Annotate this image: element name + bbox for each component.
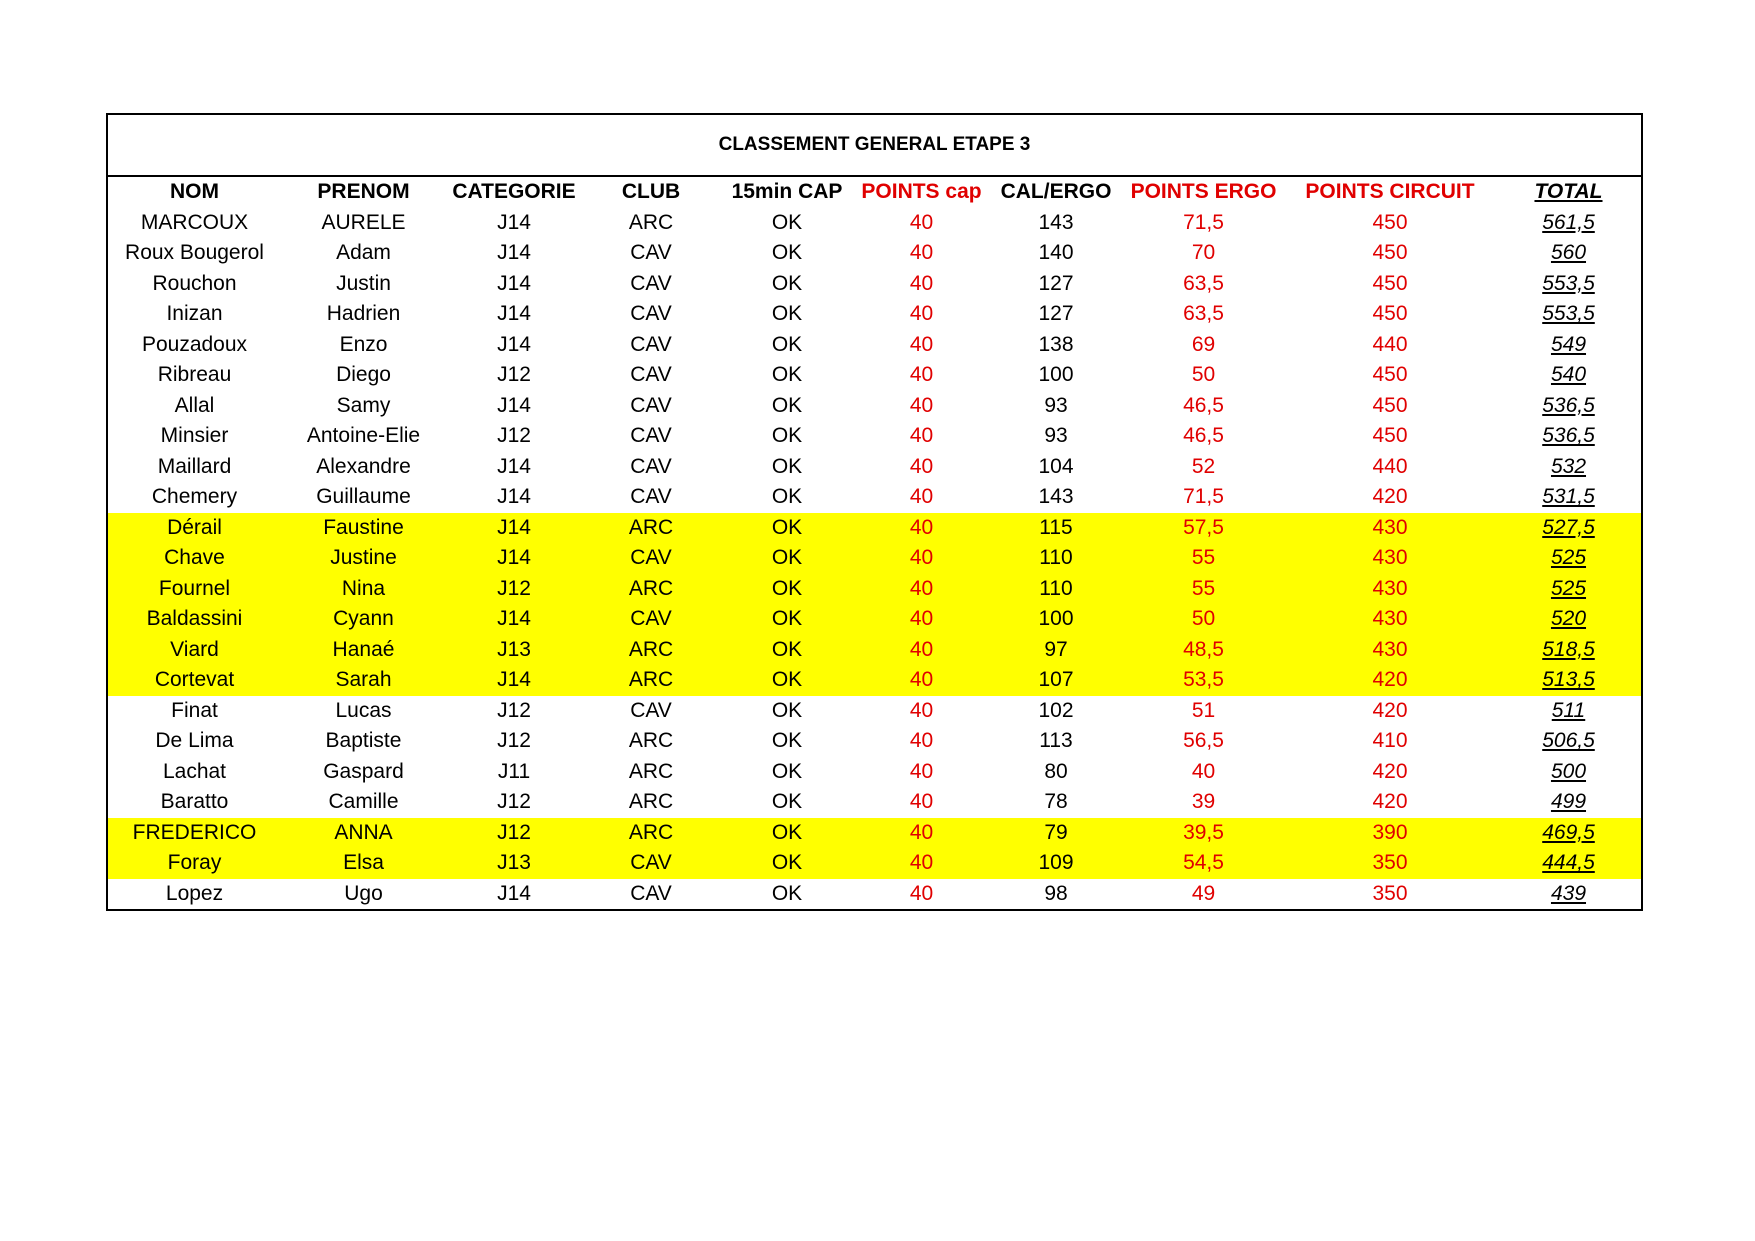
cell-cap: OK	[720, 513, 854, 544]
header-row	[108, 177, 1641, 208]
table-row	[108, 299, 1641, 330]
cell-total: 444,5	[1496, 848, 1641, 879]
cell-cal-ergo: 102	[1038, 698, 1074, 722]
cell-points-cap: 40	[909, 759, 934, 783]
cell-club: CAV	[630, 302, 672, 326]
cell-cal-ergo: 78	[1044, 790, 1068, 814]
cell-prenom: Camille	[328, 790, 399, 814]
table-row	[108, 726, 1641, 757]
cell-cap: OK	[771, 302, 803, 326]
cell-points-ergo: 69	[1191, 332, 1216, 356]
cell-prenom: Faustine	[281, 513, 446, 544]
cell-cal-ergo: 98	[1044, 881, 1068, 905]
cell-points-cap: 40	[854, 574, 989, 605]
cell-nom: Lachat	[162, 759, 227, 783]
cell-club: CAV	[630, 393, 672, 417]
cell-total: 525	[1496, 574, 1641, 605]
cell-points-circuit: 450	[1372, 302, 1408, 326]
cell-prenom: Elsa	[281, 848, 446, 879]
cell-club: ARC	[582, 635, 720, 666]
cell-points-ergo: 56,5	[1183, 729, 1224, 753]
cell-club: CAV	[630, 363, 672, 387]
cell-prenom: Enzo	[339, 332, 388, 356]
cell-categorie: J14	[446, 513, 582, 544]
cell-points-ergo: 63,5	[1183, 271, 1224, 295]
cell-total: 553,5	[1542, 271, 1595, 295]
cell-cal-ergo: 104	[1038, 454, 1074, 478]
table-body	[108, 208, 1641, 910]
cell-cap: OK	[720, 848, 854, 879]
cell-club: ARC	[582, 513, 720, 544]
cell-points-ergo: 46,5	[1183, 424, 1224, 448]
table-row	[108, 665, 1641, 696]
cell-points-circuit: 440	[1372, 332, 1408, 356]
cell-total: 518,5	[1496, 635, 1641, 666]
cell-points-circuit: 420	[1372, 698, 1408, 722]
cell-categorie: J14	[497, 332, 531, 356]
cell-total: 553,5	[1542, 302, 1595, 326]
cell-points-cap: 40	[909, 332, 934, 356]
cell-club: CAV	[582, 543, 720, 574]
cell-club: CAV	[630, 332, 672, 356]
cell-nom: FREDERICO	[108, 818, 281, 849]
cell-categorie: J14	[497, 241, 531, 265]
cell-points-circuit: 450	[1372, 393, 1408, 417]
cell-cap: OK	[771, 424, 803, 448]
cell-points-ergo: 57,5	[1123, 513, 1284, 544]
cell-points-cap: 40	[909, 302, 934, 326]
cell-club: ARC	[582, 818, 720, 849]
cell-points-circuit: 450	[1372, 241, 1408, 265]
cell-nom: Pouzadoux	[141, 332, 248, 356]
cell-points-cap: 40	[909, 881, 934, 905]
cell-categorie: J12	[497, 424, 531, 448]
cell-cap: OK	[771, 790, 803, 814]
cell-total: 506,5	[1542, 729, 1595, 753]
cell-points-ergo: 55	[1123, 574, 1284, 605]
cell-prenom: Hadrien	[326, 302, 401, 326]
cell-cal-ergo: 93	[1044, 393, 1068, 417]
cell-cal-ergo: 127	[1038, 271, 1074, 295]
cell-club: CAV	[630, 424, 672, 448]
cell-points-cap: 40	[909, 454, 934, 478]
ranking-table	[108, 177, 1641, 909]
cell-total: 525	[1496, 543, 1641, 574]
cell-points-cap: 40	[854, 818, 989, 849]
cell-points-ergo: 63,5	[1183, 302, 1224, 326]
cell-club: CAV	[630, 698, 672, 722]
cell-total: 511	[1551, 698, 1586, 722]
cell-cap: OK	[771, 271, 803, 295]
cell-prenom: Antoine-Elie	[306, 424, 421, 448]
cell-cap: OK	[771, 881, 803, 905]
cell-points-cap: 40	[909, 485, 934, 509]
cell-points-cap: 40	[854, 543, 989, 574]
table-row	[108, 208, 1641, 239]
sheet-title: CLASSEMENT GENERAL ETAPE 3	[108, 115, 1641, 177]
cell-prenom: Guillaume	[316, 485, 411, 509]
cell-points-ergo: 50	[1123, 604, 1284, 635]
table-row	[108, 452, 1641, 483]
cell-points-ergo: 70	[1191, 241, 1216, 265]
cell-categorie: J14	[497, 393, 531, 417]
cell-cap: OK	[720, 665, 854, 696]
cell-total: 499	[1550, 790, 1587, 814]
cell-points-circuit: 420	[1372, 485, 1408, 509]
cell-cal-ergo: 93	[1044, 424, 1068, 448]
cell-points-cap: 40	[854, 635, 989, 666]
table-row	[108, 818, 1641, 849]
cell-categorie: J12	[446, 574, 582, 605]
cell-cal-ergo: 100	[989, 604, 1123, 635]
cell-points-circuit: 450	[1372, 363, 1408, 387]
cell-cal-ergo: 127	[1038, 302, 1074, 326]
cell-points-ergo: 39	[1191, 790, 1216, 814]
cell-categorie: J12	[497, 790, 531, 814]
cell-cap: OK	[771, 729, 803, 753]
table-row	[108, 482, 1641, 513]
cell-prenom: AURELE	[321, 210, 406, 234]
header-points-ergo: POINTS ERGO	[1130, 180, 1277, 204]
cell-cal-ergo: 107	[989, 665, 1123, 696]
cell-points-circuit: 450	[1372, 424, 1408, 448]
cell-nom: Fournel	[108, 574, 281, 605]
cell-total: 439	[1550, 881, 1587, 905]
cell-nom: Ribreau	[157, 363, 232, 387]
cell-points-cap: 40	[909, 241, 934, 265]
cell-club: ARC	[628, 729, 674, 753]
cell-nom: Dérail	[108, 513, 281, 544]
cell-cap: OK	[771, 241, 803, 265]
table-row	[108, 360, 1641, 391]
cell-nom: Chave	[108, 543, 281, 574]
cell-nom: Maillard	[157, 454, 232, 478]
cell-total: 549	[1550, 332, 1587, 356]
table-row	[108, 635, 1641, 666]
header-prenom: PRENOM	[317, 180, 410, 204]
cell-total: 531,5	[1542, 485, 1595, 509]
cell-points-ergo: 50	[1191, 363, 1216, 387]
cell-total: 469,5	[1496, 818, 1641, 849]
cell-points-circuit: 390	[1284, 818, 1496, 849]
cell-points-ergo: 55	[1123, 543, 1284, 574]
cell-cal-ergo: 100	[1038, 363, 1074, 387]
cell-total: 536,5	[1542, 393, 1595, 417]
cell-club: CAV	[630, 485, 672, 509]
cell-cap: OK	[771, 485, 803, 509]
cell-cap: OK	[771, 210, 803, 234]
cell-prenom: Lucas	[335, 698, 392, 722]
cell-categorie: J12	[446, 818, 582, 849]
cell-nom: Baldassini	[108, 604, 281, 635]
cell-club: CAV	[630, 241, 672, 265]
table-row	[108, 421, 1641, 452]
cell-points-cap: 40	[854, 848, 989, 879]
cell-nom: Roux Bougerol	[125, 241, 264, 265]
cell-club: CAV	[582, 848, 720, 879]
cell-points-ergo: 51	[1191, 698, 1216, 722]
cell-nom: Lopez	[165, 881, 224, 905]
header-club: CLUB	[621, 180, 681, 204]
table-row	[108, 330, 1641, 361]
cell-prenom: Gaspard	[323, 759, 404, 783]
cell-cap: OK	[720, 818, 854, 849]
header-cap: 15min CAP	[731, 180, 843, 204]
cell-categorie: J14	[497, 454, 531, 478]
cell-nom: Allal	[174, 393, 215, 417]
cell-points-ergo: 52	[1191, 454, 1216, 478]
table-row	[108, 391, 1641, 422]
table-row	[108, 513, 1641, 544]
cell-points-cap: 40	[909, 210, 934, 234]
table-row	[108, 604, 1641, 635]
cell-points-circuit: 420	[1284, 665, 1496, 696]
cell-prenom: Cyann	[281, 604, 446, 635]
cell-points-cap: 40	[854, 665, 989, 696]
table-row	[108, 787, 1641, 818]
cell-categorie: J12	[497, 729, 531, 753]
cell-club: ARC	[582, 665, 720, 696]
cell-cap: OK	[771, 363, 803, 387]
cell-points-circuit: 450	[1372, 271, 1408, 295]
cell-nom: Finat	[171, 698, 218, 722]
cell-prenom: Diego	[336, 363, 391, 387]
cell-nom: Viard	[108, 635, 281, 666]
cell-club: CAV	[582, 604, 720, 635]
cell-points-cap: 40	[854, 604, 989, 635]
table-row	[108, 879, 1641, 910]
cell-cap: OK	[771, 698, 803, 722]
cell-points-circuit: 420	[1372, 790, 1408, 814]
cell-nom: Baratto	[160, 790, 229, 814]
header-points-cap: POINTS cap	[861, 180, 982, 204]
cell-points-cap: 40	[909, 363, 934, 387]
cell-prenom: Hanaé	[281, 635, 446, 666]
cell-points-ergo: 46,5	[1183, 393, 1224, 417]
cell-points-ergo: 40	[1191, 759, 1216, 783]
cell-club: ARC	[628, 790, 674, 814]
cell-prenom: Justine	[281, 543, 446, 574]
cell-points-cap: 40	[909, 393, 934, 417]
cell-points-cap: 40	[909, 424, 934, 448]
cell-points-circuit: 350	[1284, 848, 1496, 879]
cell-categorie: J14	[497, 302, 531, 326]
cell-points-circuit: 410	[1372, 729, 1408, 753]
cell-points-cap: 40	[909, 729, 934, 753]
cell-points-cap: 40	[909, 698, 934, 722]
cell-prenom: Nina	[281, 574, 446, 605]
ranking-sheet	[106, 113, 1643, 911]
cell-cap: OK	[720, 604, 854, 635]
cell-categorie: J11	[497, 759, 531, 783]
cell-nom: Cortevat	[108, 665, 281, 696]
cell-points-cap: 40	[854, 513, 989, 544]
cell-club: ARC	[582, 574, 720, 605]
cell-categorie: J14	[497, 210, 531, 234]
cell-cal-ergo: 140	[1038, 241, 1074, 265]
cell-categorie: J14	[446, 665, 582, 696]
header-categorie: CATEGORIE	[452, 180, 576, 204]
cell-categorie: J14	[446, 543, 582, 574]
cell-cap: OK	[771, 759, 803, 783]
cell-points-circuit: 420	[1372, 759, 1408, 783]
cell-total: 560	[1550, 241, 1587, 265]
cell-categorie: J14	[497, 271, 531, 295]
header-points-circuit: POINTS CIRCUIT	[1305, 180, 1475, 204]
cell-total: 540	[1550, 363, 1587, 387]
cell-cap: OK	[720, 635, 854, 666]
cell-nom: De Lima	[155, 729, 234, 753]
cell-points-circuit: 440	[1372, 454, 1408, 478]
cell-cal-ergo: 110	[989, 543, 1123, 574]
cell-points-ergo: 48,5	[1123, 635, 1284, 666]
cell-cal-ergo: 97	[989, 635, 1123, 666]
cell-points-circuit: 350	[1372, 881, 1408, 905]
header-total: TOTAL	[1534, 180, 1603, 204]
cell-categorie: J14	[497, 485, 531, 509]
cell-cap: OK	[720, 574, 854, 605]
cell-points-ergo: 39,5	[1123, 818, 1284, 849]
cell-total: 532	[1550, 454, 1587, 478]
cell-points-circuit: 430	[1284, 543, 1496, 574]
cell-points-ergo: 71,5	[1183, 210, 1224, 234]
cell-cal-ergo: 109	[989, 848, 1123, 879]
cell-categorie: J13	[446, 635, 582, 666]
table-row	[108, 238, 1641, 269]
cell-cap: OK	[720, 543, 854, 574]
cell-categorie: J14	[497, 881, 531, 905]
cell-nom: Inizan	[166, 302, 223, 326]
cell-club: CAV	[630, 881, 672, 905]
cell-prenom: Ugo	[344, 881, 383, 905]
cell-cal-ergo: 79	[989, 818, 1123, 849]
cell-cal-ergo: 110	[989, 574, 1123, 605]
cell-prenom: Samy	[336, 393, 391, 417]
cell-nom: Rouchon	[152, 271, 237, 295]
cell-points-ergo: 54,5	[1123, 848, 1284, 879]
cell-cal-ergo: 143	[1038, 485, 1074, 509]
header-cal-ergo: CAL/ERGO	[1000, 180, 1112, 204]
cell-total: 561,5	[1542, 210, 1595, 234]
cell-points-cap: 40	[909, 790, 934, 814]
cell-cap: OK	[771, 332, 803, 356]
cell-nom: Minsier	[160, 424, 229, 448]
cell-cal-ergo: 143	[1038, 210, 1074, 234]
cell-points-cap: 40	[909, 271, 934, 295]
cell-points-ergo: 49	[1191, 881, 1216, 905]
cell-club: CAV	[630, 271, 672, 295]
cell-cal-ergo: 113	[1039, 729, 1073, 753]
cell-prenom: Adam	[336, 241, 391, 265]
cell-cap: OK	[771, 393, 803, 417]
table-row	[108, 574, 1641, 605]
table-row	[108, 696, 1641, 727]
cell-points-circuit: 430	[1284, 635, 1496, 666]
table-row	[108, 848, 1641, 879]
cell-club: ARC	[628, 759, 674, 783]
cell-points-circuit: 430	[1284, 574, 1496, 605]
header-nom: NOM	[170, 180, 219, 204]
cell-categorie: J12	[497, 698, 531, 722]
cell-points-ergo: 53,5	[1123, 665, 1284, 696]
cell-nom: Chemery	[151, 485, 238, 509]
table-row	[108, 543, 1641, 574]
table-row	[108, 269, 1641, 300]
cell-points-circuit: 430	[1284, 513, 1496, 544]
cell-points-circuit: 430	[1284, 604, 1496, 635]
cell-cal-ergo: 80	[1044, 759, 1068, 783]
table-row	[108, 757, 1641, 788]
cell-cal-ergo: 138	[1038, 332, 1074, 356]
cell-nom: MARCOUX	[140, 210, 249, 234]
cell-total: 520	[1496, 604, 1641, 635]
cell-total: 513,5	[1496, 665, 1641, 696]
cell-prenom: Alexandre	[316, 454, 411, 478]
cell-cap: OK	[771, 454, 803, 478]
cell-total: 500	[1550, 759, 1587, 783]
cell-prenom: Justin	[336, 271, 391, 295]
cell-points-circuit: 450	[1372, 210, 1408, 234]
cell-categorie: J14	[446, 604, 582, 635]
cell-points-ergo: 71,5	[1183, 485, 1224, 509]
cell-total: 527,5	[1496, 513, 1641, 544]
cell-total: 536,5	[1542, 424, 1595, 448]
cell-prenom: ANNA	[281, 818, 446, 849]
cell-club: CAV	[630, 454, 672, 478]
cell-nom: Foray	[108, 848, 281, 879]
cell-categorie: J13	[446, 848, 582, 879]
cell-prenom: Baptiste	[325, 729, 402, 753]
cell-categorie: J12	[497, 363, 531, 387]
cell-cal-ergo: 115	[989, 513, 1123, 544]
cell-prenom: Sarah	[281, 665, 446, 696]
cell-club: ARC	[628, 210, 674, 234]
